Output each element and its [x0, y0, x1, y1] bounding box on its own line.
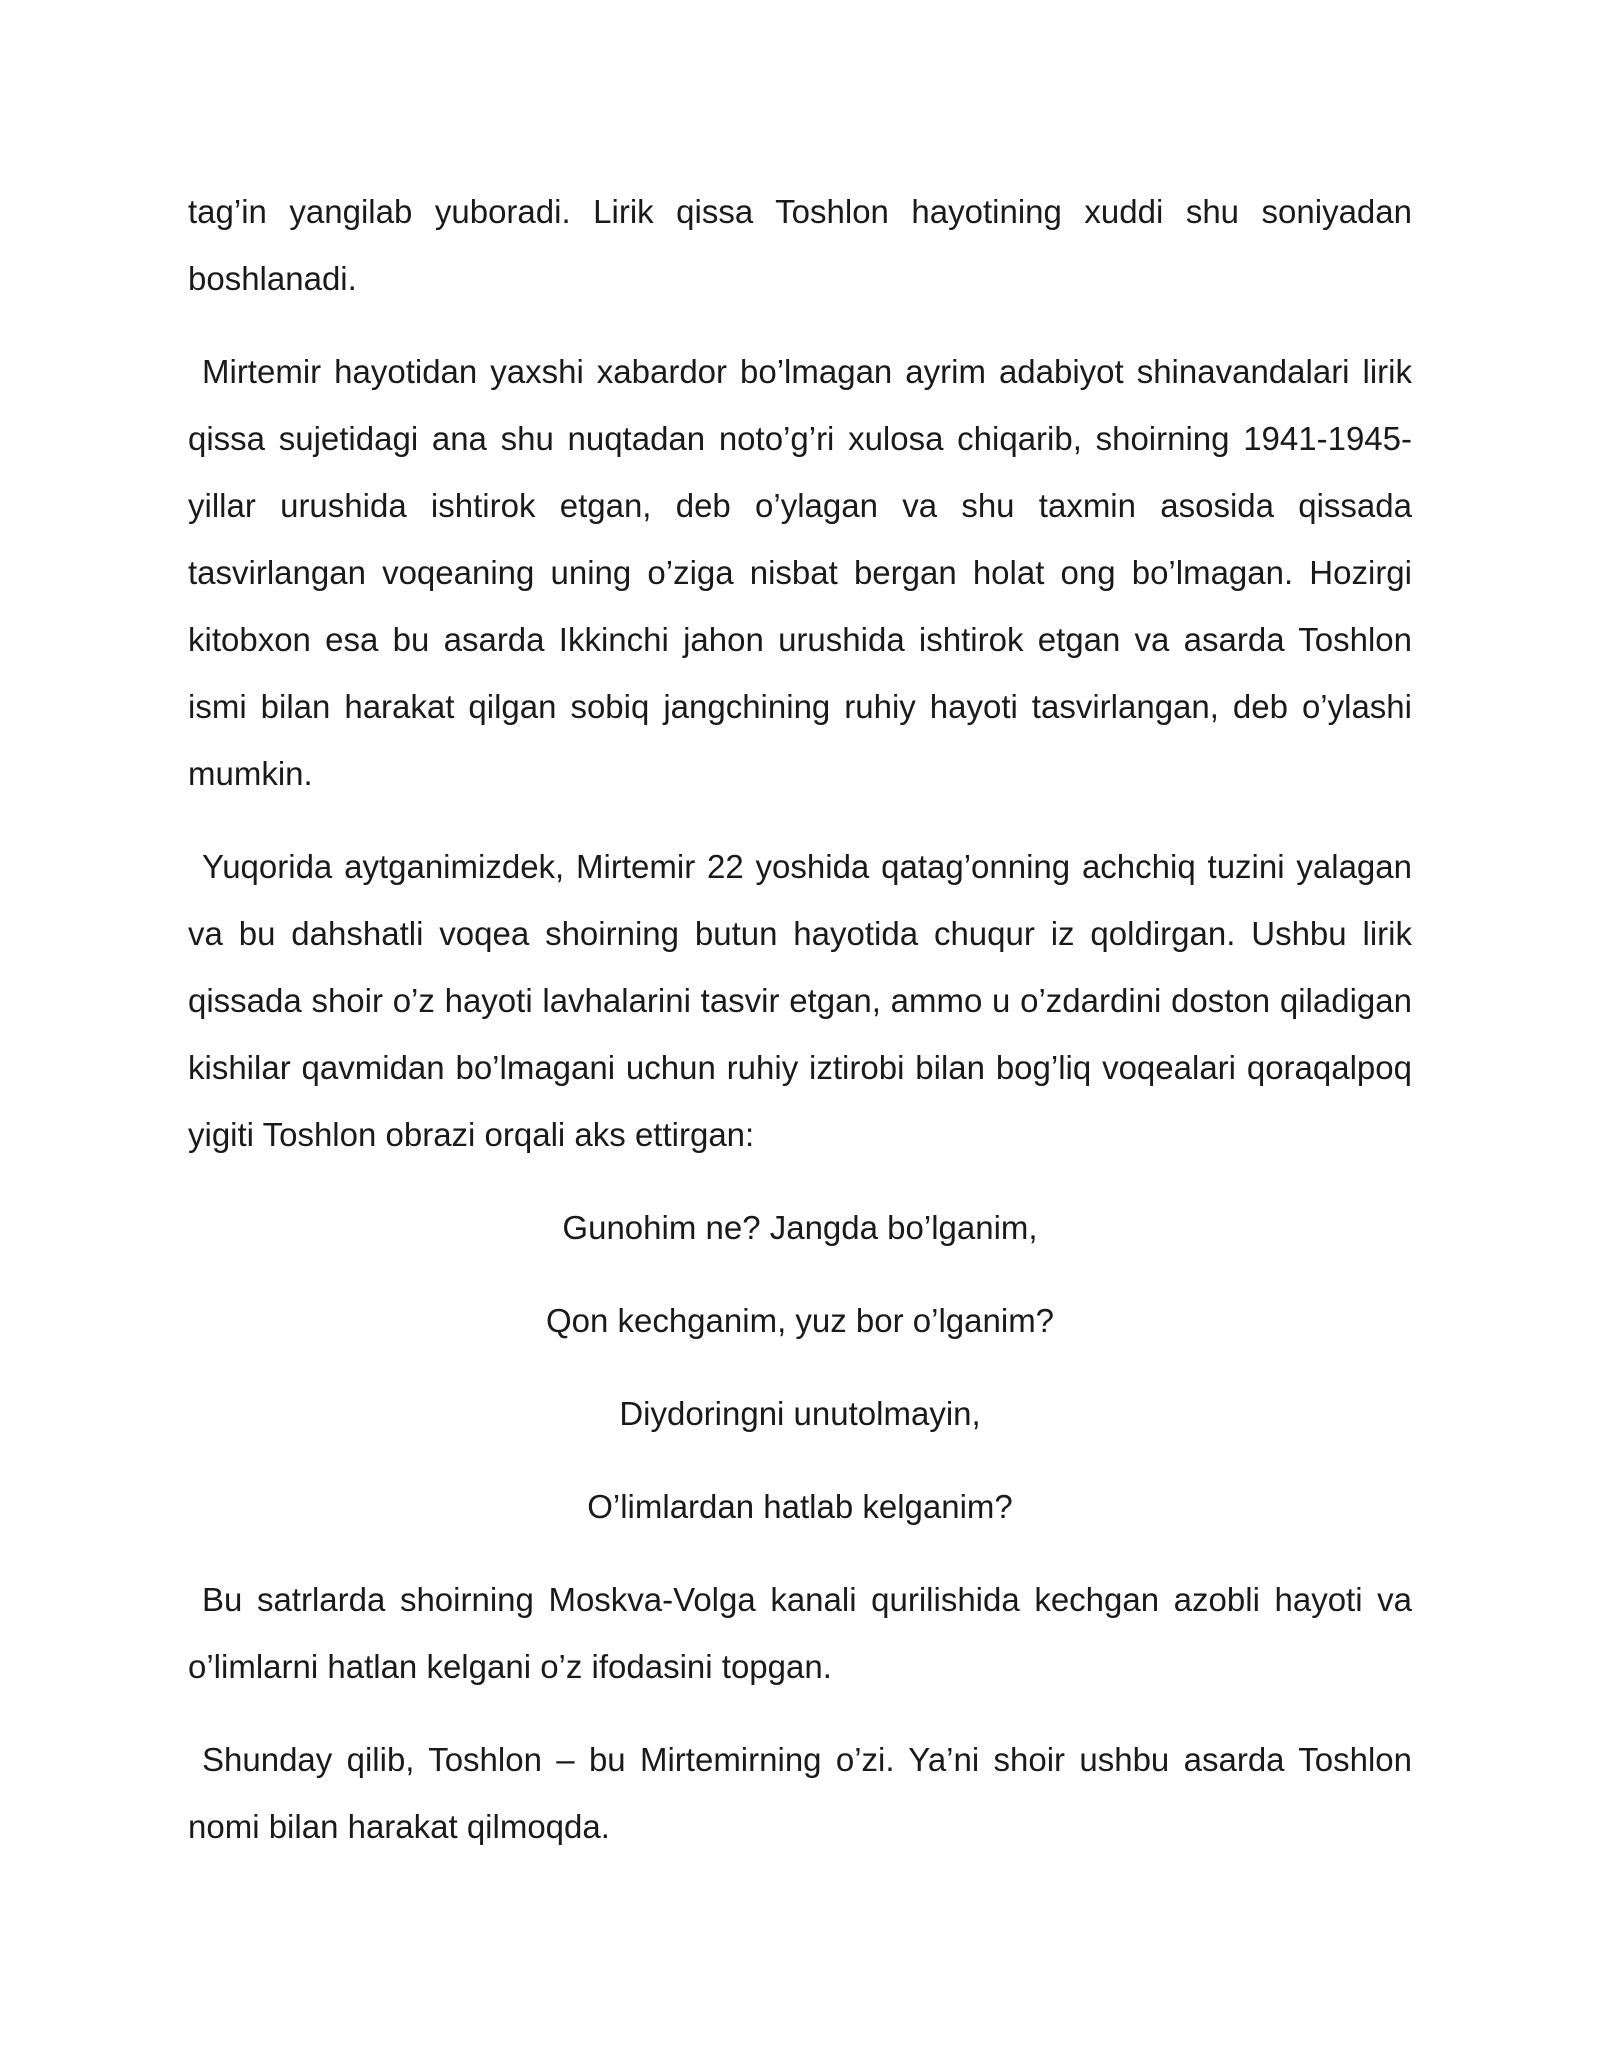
poem-line-4: O’limlardan hatlab kelganim?	[587, 1488, 1013, 1525]
poem-quote	[188, 1194, 1412, 1540]
paragraph-poem-commentary: Bu satrlarda shoirning Moskva-Volga kanali qurilishida kechgan azobli hayoti va o’limlarni hatlan kelgani o’z ifodasini topgan.	[188, 1581, 1412, 1685]
poem-line-1: Gunohim ne? Jangda bo’lganim,	[562, 1209, 1038, 1246]
paragraph-repression: Yuqorida aytganimizdek, Mirtemir 22 yoshida qatag’onning achchiq tuzini yalagan va bu dahshatli voqea shoirning butun hayotida chuqur iz qoldirgan. Ushbu lirik qissada shoir o’z hayoti lavhalarini tasvir etgan, ammo u o’zdardini doston qiladigan kishilar qavmidan bo’lmagani uchun ruhiy iztirobi bilan bog’liq voqealari qoraqalpoq yigiti Toshlon obrazi orqali aks ettirgan:	[188, 848, 1412, 1153]
paragraph-continuation: tag’in yangilab yuboradi. Lirik qissa Toshlon hayotining xuddi shu soniyadan boshlanadi.	[188, 193, 1412, 297]
poem-line-2: Qon kechganim, yuz bor o’lganim?	[545, 1302, 1055, 1339]
paragraph-conclusion: Shunday qilib, Toshlon – bu Mirtemirning o’zi. Ya’ni shoir ushbu asarda Toshlon nomi bilan harakat qilmoqda.	[188, 1741, 1412, 1845]
poem-line-3: Diydoringni unutolmayin,	[619, 1395, 981, 1432]
document-page	[188, 178, 1412, 1886]
paragraph-mirtemir-biography: Mirtemir hayotidan yaxshi xabardor bo’lmagan ayrim adabiyot shinavandalari lirik qissa sujetidagi ana shu nuqtadan noto’g’ri xulosa chiqarib, shoirning 1941-1945-yillar urushida ishtirok etgan, deb o’ylagan va shu taxmin asosida qissada tasvirlangan voqeaning uning o’ziga nisbat bergan holat ong bo’lmagan. Hozirgi kitobxon esa bu asarda Ikkinchi jahon urushida ishtirok etgan va asarda Toshlon ismi bilan harakat qilgan sobiq jangchining ruhiy hayoti tasvirlangan, deb o’ylashi mumkin.	[188, 353, 1412, 792]
